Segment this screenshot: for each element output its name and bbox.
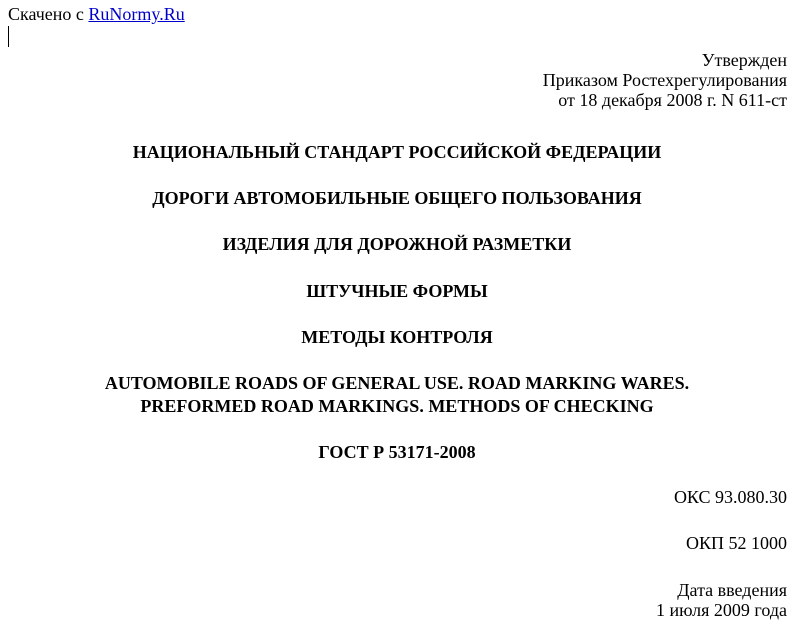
- products-title: ИЗДЕЛИЯ ДЛЯ ДОРОЖНОЙ РАЗМЕТКИ: [222, 234, 572, 254]
- english-title-line-1: AUTOMOBILE ROADS OF GENERAL USE. ROAD MARKING WARES.: [104, 373, 690, 393]
- gost-number: ГОСТ Р 53171-2008: [318, 442, 476, 462]
- approval-line-approved: Утвержден: [701, 50, 787, 70]
- okp-code: ОКП 52 1000: [685, 533, 787, 553]
- introduction-block: [656, 580, 787, 620]
- runormy-link[interactable]: RuNormy.Ru: [88, 4, 185, 24]
- approval-line-date: от 18 декабря 2008 г. N 611-ст: [558, 90, 787, 110]
- introduction-date: 1 июля 2009 года: [656, 600, 787, 620]
- forms-title: ШТУЧНЫЕ ФОРМЫ: [306, 281, 488, 301]
- oks-code: ОКС 93.080.30: [673, 487, 787, 507]
- english-title-line-2: PREFORMED ROAD MARKINGS. METHODS OF CHECKING: [140, 396, 654, 416]
- methods-title: МЕТОДЫ КОНТРОЛЯ: [301, 327, 493, 347]
- standard-title: НАЦИОНАЛЬНЫЙ СТАНДАРТ РОССИЙСКОЙ ФЕДЕРАЦИИ: [132, 142, 662, 162]
- source-line: [8, 4, 185, 24]
- introduction-label: Дата введения: [677, 580, 787, 600]
- roads-title: ДОРОГИ АВТОМОБИЛЬНЫЕ ОБЩЕГО ПОЛЬЗОВАНИЯ: [152, 188, 642, 208]
- source-prefix: Скачено с: [8, 4, 89, 24]
- approval-block: [543, 50, 787, 110]
- approval-line-order: Приказом Ростехрегулирования: [542, 70, 787, 90]
- text-cursor: [8, 26, 9, 47]
